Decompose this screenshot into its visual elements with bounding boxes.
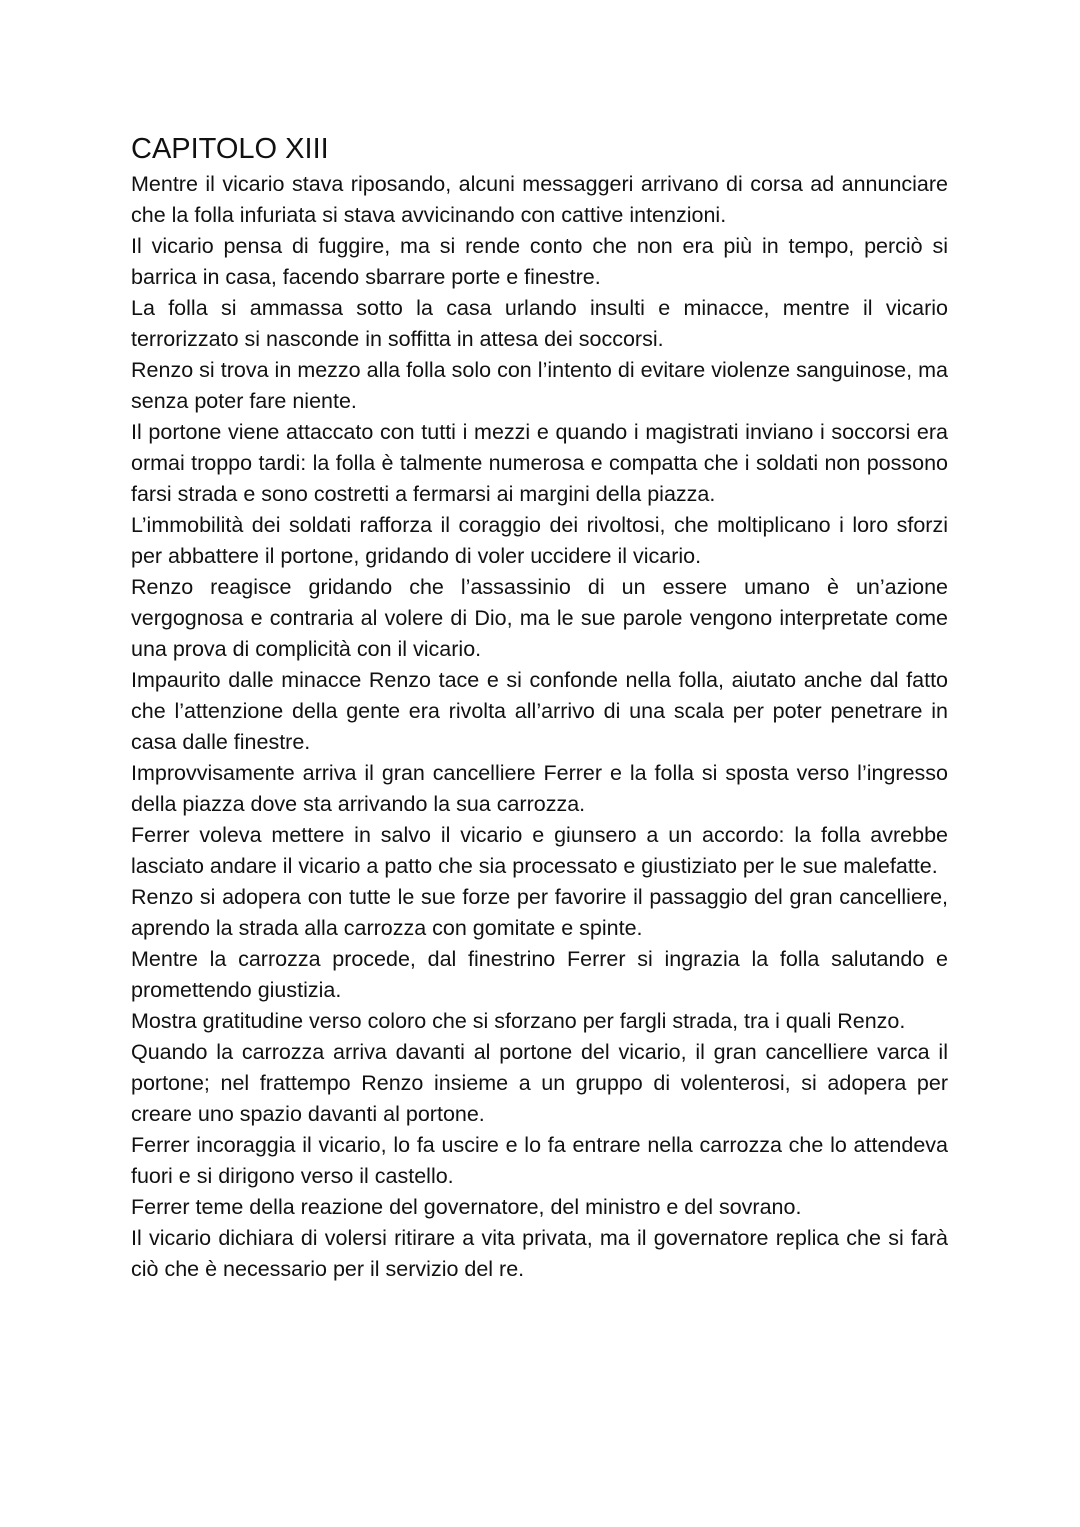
paragraph: Mentre la carrozza procede, dal finestrino Ferrer si ingrazia la folla salutando e promettendo giustizia. [131,947,948,1002]
paragraph: Ferrer teme della reazione del governatore, del ministro e del sovrano. [131,1195,802,1219]
paragraph: Renzo reagisce gridando che l’assassinio di un essere umano è un’azione vergognosa e contraria al volere di Dio, ma le sue parole vengono interpretate come una prova di complicità con il vicario. [131,575,948,661]
paragraph: Quando la carrozza arriva davanti al portone del vicario, il gran cancelliere varca il portone; nel frattempo Renzo insieme a un gruppo di volenterosi, si adopera per creare uno spazio davanti al portone. [131,1040,948,1126]
paragraph: Renzo si trova in mezzo alla folla solo con l’intento di evitare violenze sanguinose, ma senza poter fare niente. [131,358,948,413]
paragraph: L’immobilità dei soldati rafforza il coraggio dei rivoltosi, che moltiplicano i loro sforzi per abbattere il portone, gridando di voler uccidere il vicario. [131,513,948,568]
paragraph: Ferrer voleva mettere in salvo il vicario e giunsero a un accordo: la folla avrebbe lasciato andare il vicario a patto che sia processato e giustiziato per le sue malefatte. [131,823,948,878]
paragraph: Renzo si adopera con tutte le sue forze per favorire il passaggio del gran cancelliere, aprendo la strada alla carrozza con gomitate e spinte. [131,885,948,940]
chapter-title: CAPITOLO XIII [131,133,329,165]
paragraph: Ferrer incoraggia il vicario, lo fa uscire e lo fa entrare nella carrozza che lo attendeva fuori e si dirigono verso il castello. [131,1133,948,1188]
paragraph: Mentre il vicario stava riposando, alcuni messaggeri arrivano di corsa ad annunciare che la folla infuriata si stava avvicinando con cattive intenzioni. [131,172,948,227]
paragraph: Il vicario dichiara di volersi ritirare a vita privata, ma il governatore replica che si farà ciò che è necessario per il servizio del re. [131,1226,948,1281]
paragraph: Il vicario pensa di fuggire, ma si rende conto che non era più in tempo, perciò si barrica in casa, facendo sbarrare porte e finestre. [131,234,948,289]
paragraph: La folla si ammassa sotto la casa urlando insulti e minacce, mentre il vicario terrorizzato si nasconde in soffitta in attesa dei soccorsi. [131,296,948,351]
paragraph: Improvvisamente arriva il gran cancelliere Ferrer e la folla si sposta verso l’ingresso della piazza dove sta arrivando la sua carrozza. [131,761,948,816]
paragraph: Mostra gratitudine verso coloro che si sforzano per fargli strada, tra i quali Renzo. [131,1009,906,1033]
paragraph: Impaurito dalle minacce Renzo tace e si confonde nella folla, aiutato anche dal fatto che l’attenzione della gente era rivolta all’arrivo di una scala per poter penetrare in casa dalle finestre. [131,668,948,754]
paragraph: Il portone viene attaccato con tutti i mezzi e quando i magistrati inviano i soccorsi era ormai troppo tardi: la folla è talmente numerosa e compatta che i soldati non possono farsi strada e sono costretti a fermarsi ai margini della piazza. [131,420,948,506]
document-body [131,130,948,1285]
